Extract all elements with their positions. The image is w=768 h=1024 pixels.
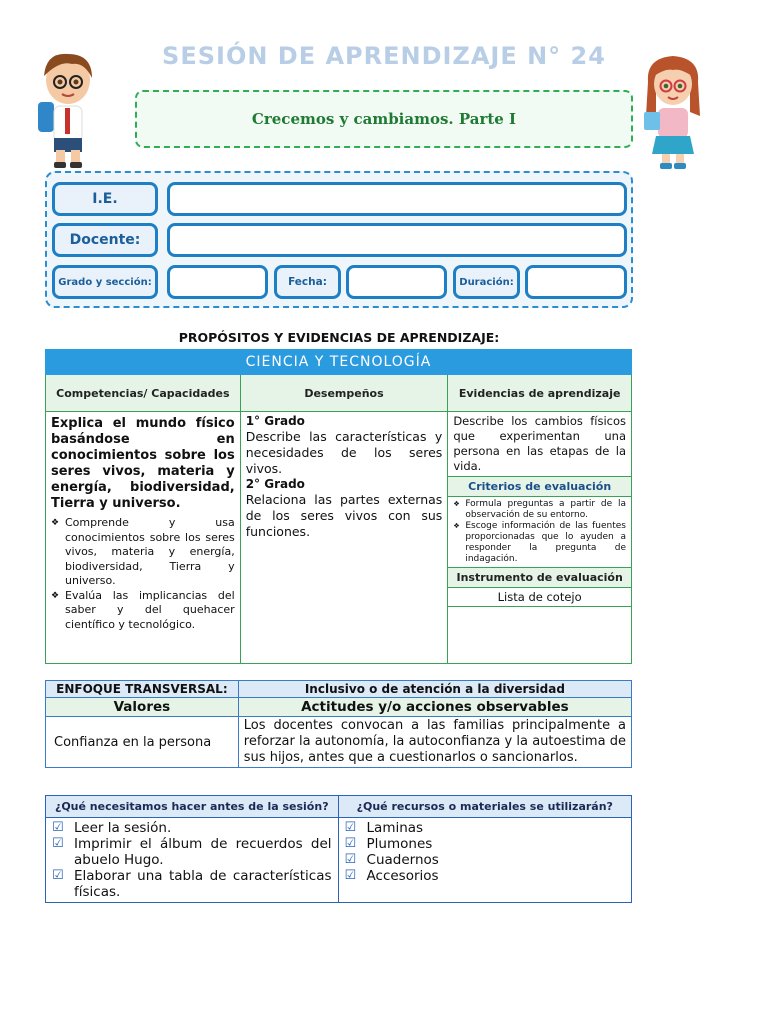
session-subtitle: Crecemos y cambiamos. Parte I (251, 110, 517, 128)
before-session-cell (46, 818, 339, 903)
criterios-header: Criterios de evaluación (448, 477, 632, 497)
session-title: SESIÓN DE APRENDIZAJE N° 24 (162, 42, 606, 70)
list-item: ☑ Leer la sesión. (52, 820, 332, 836)
instrumento-header: Instrumento de evaluación (448, 568, 632, 588)
capacidades-list (51, 516, 235, 632)
enfoque-table (45, 680, 632, 768)
grade-2-label: 2° Grado (245, 477, 305, 491)
area-heading: CIENCIA Y TECNOLOGÍA (46, 350, 632, 375)
evidencias-header: Evidencias de aprendizaje (448, 375, 632, 412)
grade-1-text: Describe las características y necesidades de los seres vivos. (245, 429, 443, 476)
instrumento-value: Lista de cotejo (448, 588, 632, 607)
resources-header: ¿Qué recursos o materiales se utilizarán? (338, 796, 631, 818)
grade-1-label: 1° Grado (245, 414, 305, 428)
before-session-header: ¿Qué necesitamos hacer antes de la sesión? (46, 796, 339, 818)
actitudes-header: Actitudes y/o acciones observables (238, 698, 631, 717)
grade-2-text: Relaciona las partes externas de los seres vivos con sus funciones. (245, 492, 443, 539)
ie-label: I.E. (52, 182, 158, 216)
list-item: ☑ Accesorios (345, 868, 625, 884)
competencias-cell (46, 412, 241, 664)
competencia-text: Explica el mundo físico basándose en conocimientos sobre los seres vivos, materia y energía, biodiversidad, Tierra y universo. (51, 416, 235, 511)
fecha-field[interactable] (346, 265, 447, 299)
ie-field[interactable] (167, 182, 627, 216)
list-item: ☑ Elaborar una tabla de características físicas. (52, 868, 332, 900)
purposes-heading: PROPÓSITOS Y EVIDENCIAS DE APRENDIZAJE: (178, 330, 500, 345)
docente-label: Docente: (52, 223, 158, 257)
list-item: ☑ Plumones (345, 836, 625, 852)
desempenos-cell (240, 412, 448, 664)
resources-list (345, 820, 625, 884)
grado-seccion-label: Grado y sección: (52, 265, 158, 299)
list-item: ☑ Cuadernos (345, 852, 625, 868)
grado-seccion-field[interactable] (167, 265, 268, 299)
actitud-cell: Los docentes convocan a las familias principalmente a reforzar la autonomía, la autoconfianza y la autoestima de sus hijos, antes que a cuestionarlos o sancionarlos. (238, 717, 631, 768)
desempenos-header: Desempeños (240, 375, 448, 412)
duracion-field[interactable] (525, 265, 627, 299)
list-item: ❖ Comprende y usa conocimientos sobre los seres vivos, materia y energía, biodiversidad, Tierra y universo. (51, 516, 235, 589)
list-item: ☑ Imprimir el álbum de recuerdos del abuelo Hugo. (52, 836, 332, 868)
list-item: ❖ Escoge información de las fuentes proporcionadas que lo ayuden a responder la pregunta de indagación. (453, 521, 626, 565)
criterios-cell (448, 497, 632, 568)
list-item: ☑ Laminas (345, 820, 625, 836)
enfoque-value: Inclusivo o de atención a la diversidad (238, 681, 631, 698)
docente-field[interactable] (167, 223, 627, 257)
enfoque-label: ENFOQUE TRANSVERSAL: (46, 681, 239, 698)
fecha-label: Fecha: (274, 265, 341, 299)
competencias-header: Competencias/ Capacidades (46, 375, 241, 412)
before-session-list (52, 820, 332, 900)
valores-header: Valores (46, 698, 239, 717)
purposes-table (45, 349, 632, 664)
resources-cell (338, 818, 631, 903)
evidencia-text: Describe los cambios físicos que experimentan una persona en las etapas de la vida. (448, 412, 632, 477)
instrumento-blank (448, 607, 632, 664)
valor-cell: Confianza en la persona (46, 717, 239, 768)
list-item: ❖ Evalúa las implicancias del saber y del quehacer científico y tecnológico. (51, 589, 235, 633)
duracion-label: Duración: (453, 265, 520, 299)
criterios-list (453, 499, 626, 565)
preparation-table (45, 795, 632, 903)
girl-character-illustration (640, 52, 706, 172)
list-item: ❖ Formula preguntas a partir de la observación de su entorno. (453, 499, 626, 521)
